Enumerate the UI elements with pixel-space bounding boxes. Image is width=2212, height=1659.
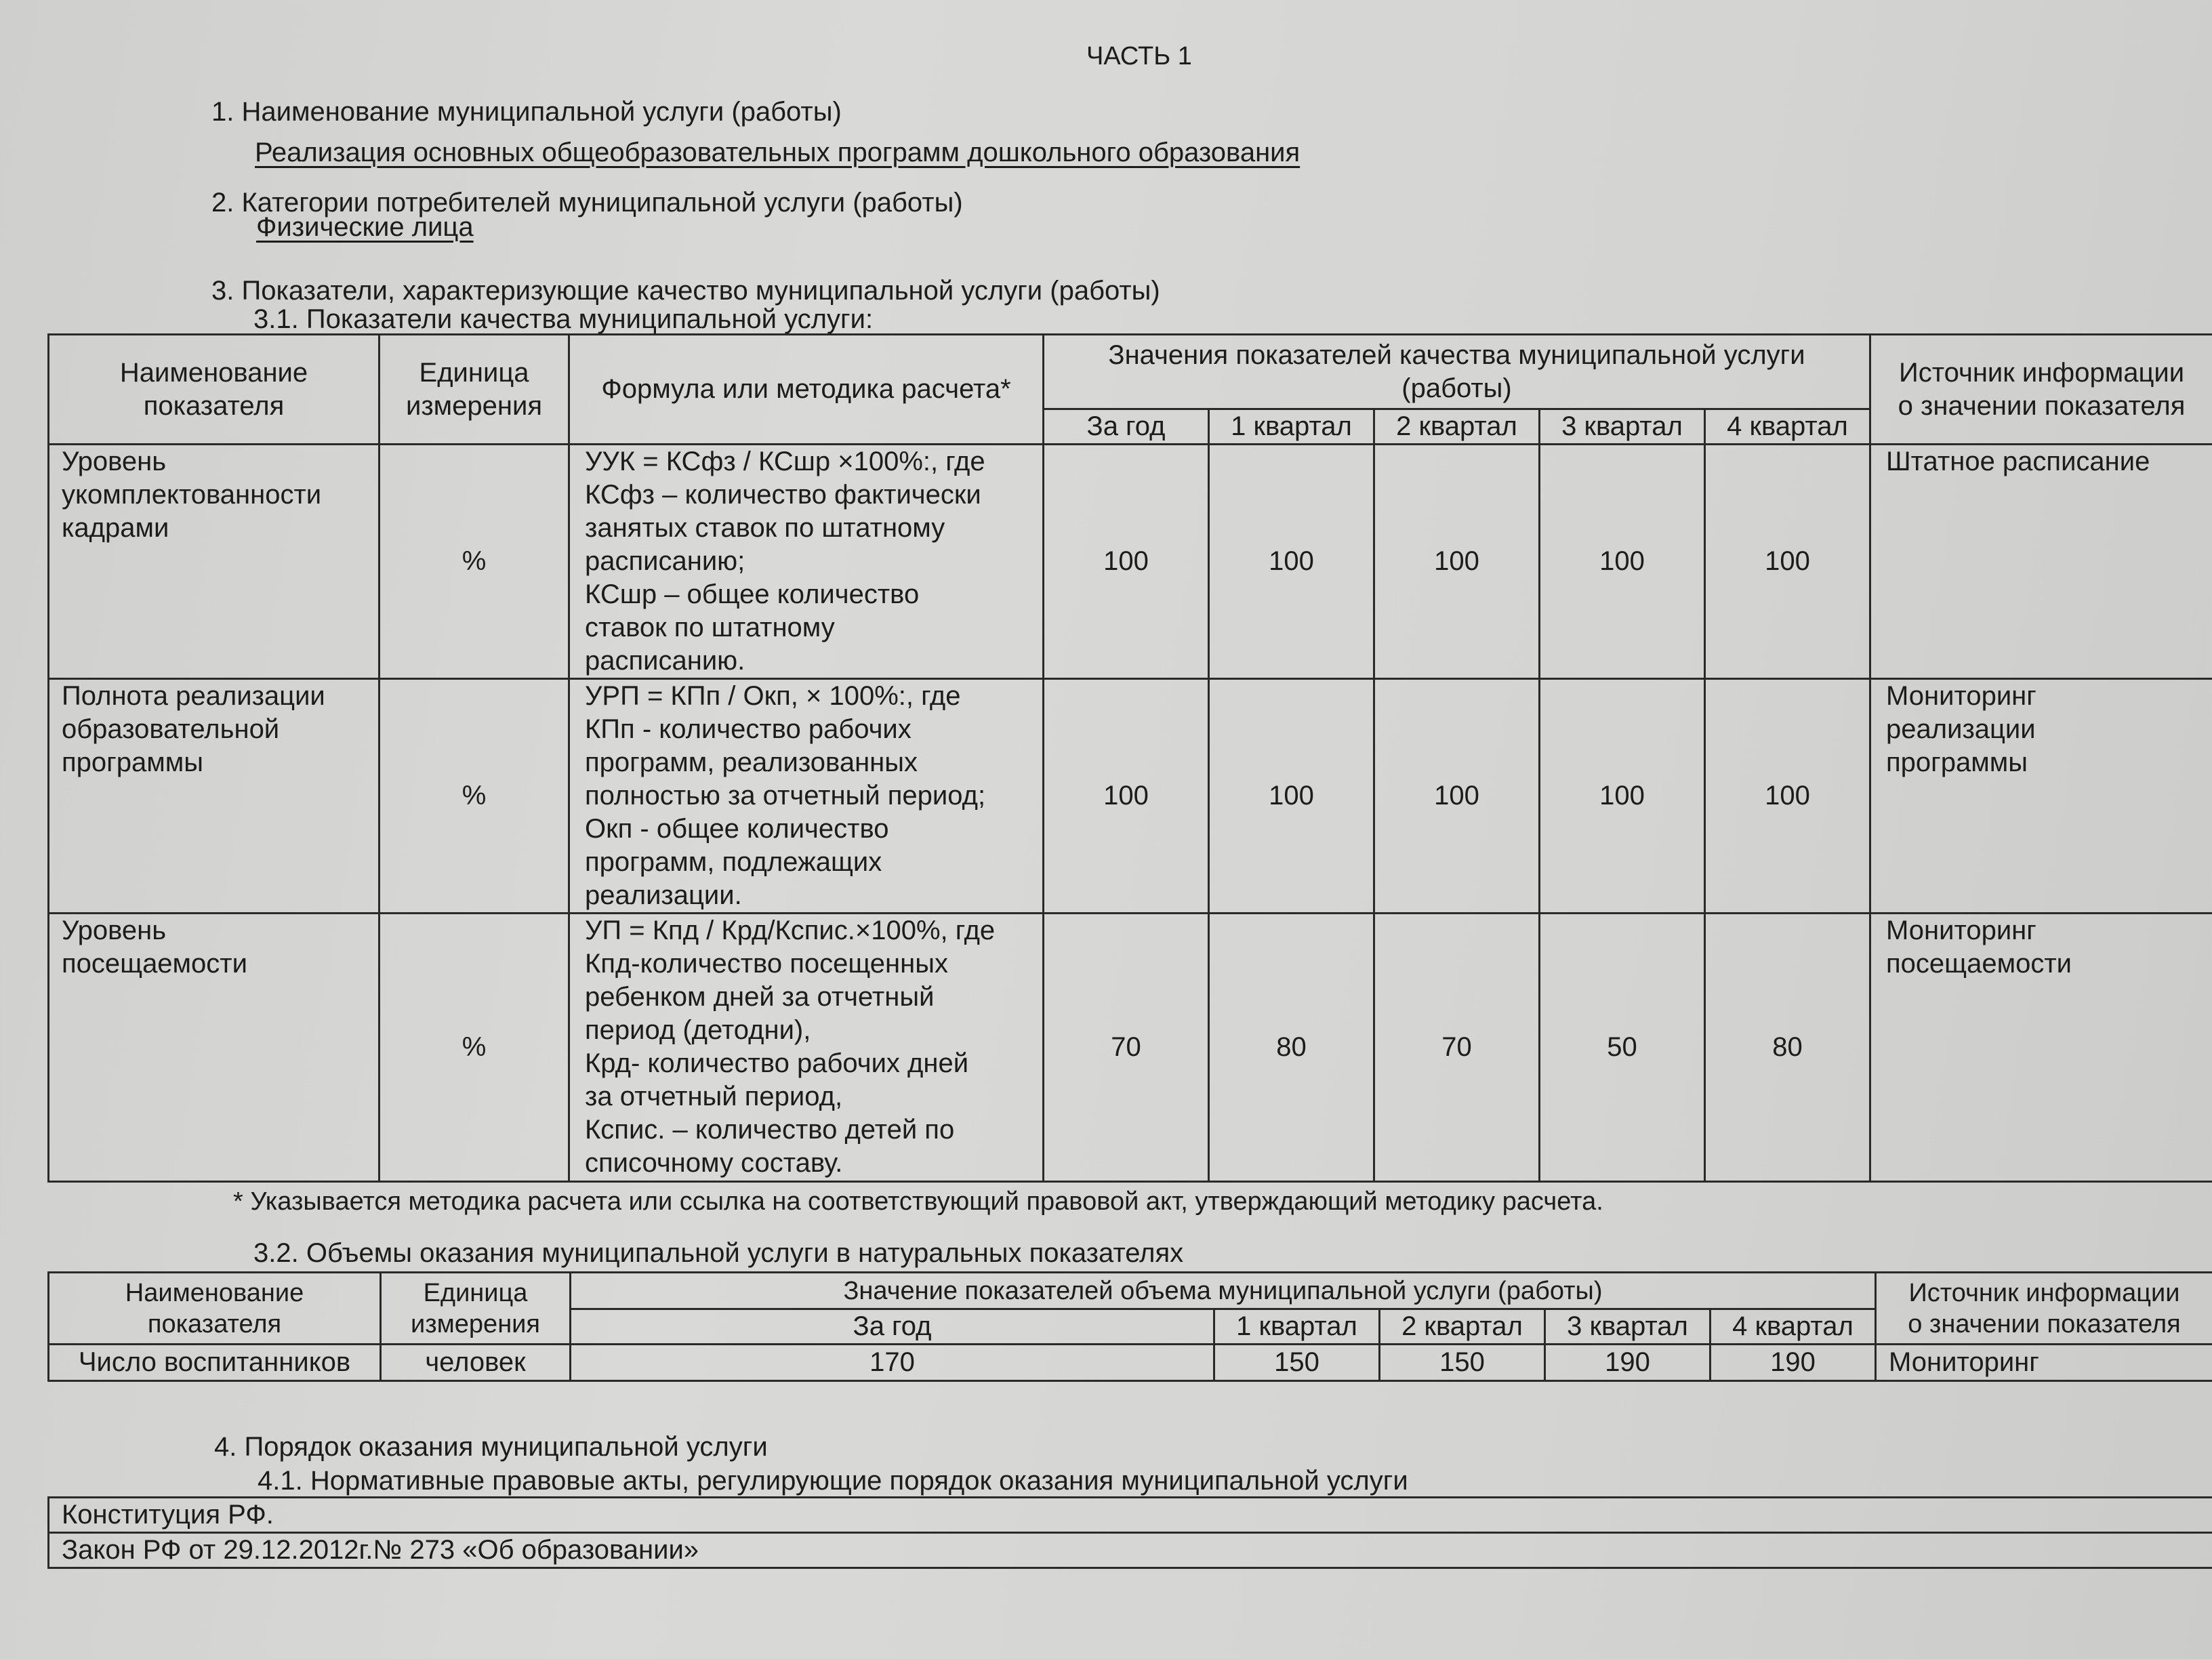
t2-header-period-year: За год [571, 1309, 1214, 1345]
t2-header-period-q3: 3 квартал [1545, 1309, 1711, 1345]
header-values-group: Значения показателей качества муниципальной услуги (работы) [1044, 335, 1870, 409]
t2-header-unit: Единица измерения [381, 1273, 571, 1345]
header-indicator-name: Наименование показателя [49, 335, 380, 445]
row-3-formula: УП = Кпд / Крд/Кспис.×100%, где Кпд-количество посещенных ребенком дней за отчетный период (детодни), Крд- количество рабочих дней за отчетный период, Кспис. – количество детей по списочному составу. [569, 914, 1044, 1182]
row-2-formula: УРП = КПп / Окп, × 100%:, где КПп - количество рабочих программ, реализованных полностью за отчетный период; Окп - общее количество программ, подлежащих реализации. [569, 679, 1044, 914]
part-title: ЧАСТЬ 1 [1086, 42, 1192, 70]
row-3-source: Мониторинг посещаемости [1870, 914, 2212, 1182]
row-1-value-q1: 100 [1209, 445, 1374, 679]
table-row [49, 679, 2212, 914]
row-3-value-q4: 80 [1705, 914, 1870, 1182]
header-source: Источник информации о значении показателя [1870, 335, 2212, 445]
table-row [49, 914, 2212, 1182]
header-unit: Единица измерения [380, 335, 569, 445]
row-2-source: Мониторинг реализации программы [1870, 679, 2212, 914]
service-name: Реализация основных общеобразовательных программ дошкольного образования [255, 138, 1300, 167]
quality-indicators-table [47, 333, 2212, 1183]
header-period-q3: 3 квартал [1540, 409, 1705, 445]
row-1-value-q2: 100 [1374, 445, 1540, 679]
t2-row-value-q4: 190 [1711, 1345, 1876, 1381]
t2-header-period-q4: 4 квартал [1711, 1309, 1876, 1345]
section-3-heading: 3. Показатели, характеризующие качество муниципальной услуги (работы) [211, 276, 1160, 306]
table-row [49, 1533, 2212, 1568]
section-4-heading: 4. Порядок оказания муниципальной услуги [214, 1432, 768, 1462]
row-1-unit: % [380, 445, 569, 679]
row-1-value-q3: 100 [1540, 445, 1705, 679]
table-row [49, 445, 2212, 679]
t2-row-source: Мониторинг [1876, 1345, 2212, 1381]
table-row [49, 1345, 2212, 1381]
section-2-heading: 2. Категории потребителей муниципальной услуги (работы) [211, 188, 963, 218]
row-3-value-q1: 80 [1209, 914, 1374, 1182]
header-period-q4: 4 квартал [1705, 409, 1870, 445]
row-2-value-q2: 100 [1374, 679, 1540, 914]
section-1-heading: 1. Наименование муниципальной услуги (работы) [211, 97, 842, 127]
t2-header-period-q1: 1 квартал [1214, 1309, 1380, 1345]
row-1-source: Штатное расписание [1870, 445, 2212, 679]
row-3-value-q2: 70 [1374, 914, 1540, 1182]
row-3-value-year: 70 [1044, 914, 1209, 1182]
t2-header-indicator-name: Наименование показателя [49, 1273, 381, 1345]
header-period-q2: 2 квартал [1374, 409, 1540, 445]
row-1-name: Уровень укомплектованности кадрами [49, 445, 380, 679]
row-1-formula: УУК = КСфз / КСшр ×100%:, где КСфз – количество фактически занятых ставок по штатному расписанию; КСшр – общее количество ставок по штатному расписанию. [569, 445, 1044, 679]
row-2-value-q3: 100 [1540, 679, 1705, 914]
t2-row-name: Число воспитанников [49, 1345, 381, 1381]
row-1-value-year: 100 [1044, 445, 1209, 679]
section-4-1-heading: 4.1. Нормативные правовые акты, регулирующие порядок оказания муниципальной услуги [258, 1466, 1408, 1496]
table-row [49, 1498, 2212, 1533]
row-2-value-year: 100 [1044, 679, 1209, 914]
row-2-unit: % [380, 679, 569, 914]
volume-indicators-table [47, 1271, 2212, 1382]
footnote: * Указывается методика расчета или ссылка на соответствующий правовой акт, утверждающий методику расчета. [233, 1187, 1603, 1216]
t2-row-value-q2: 150 [1380, 1345, 1545, 1381]
t2-header-source: Источник информации о значении показателя [1876, 1273, 2212, 1345]
t2-header-period-q2: 2 квартал [1380, 1309, 1545, 1345]
t2-row-value-year: 170 [571, 1345, 1214, 1381]
t2-row-value-q1: 150 [1214, 1345, 1380, 1381]
row-3-value-q3: 50 [1540, 914, 1705, 1182]
row-3-unit: % [380, 914, 569, 1182]
row-2-name: Полнота реализации образовательной программы [49, 679, 380, 914]
row-2-value-q1: 100 [1209, 679, 1374, 914]
header-period-year: За год [1044, 409, 1209, 445]
header-formula: Формула или методика расчета* [569, 335, 1044, 445]
row-1-value-q4: 100 [1705, 445, 1870, 679]
consumer-category: Физические лица [256, 212, 474, 242]
legal-acts-table [47, 1496, 2212, 1569]
t2-header-values-group: Значение показателей объема муниципальной услуги (работы) [571, 1273, 1876, 1309]
legal-act-1: Конституция РФ. [49, 1498, 2212, 1533]
t2-row-value-q3: 190 [1545, 1345, 1711, 1381]
header-period-q1: 1 квартал [1209, 409, 1374, 445]
legal-act-2: Закон РФ от 29.12.2012г.№ 273 «Об образовании» [49, 1533, 2212, 1568]
row-3-name: Уровень посещаемости [49, 914, 380, 1182]
section-3-1-heading: 3.1. Показатели качества муниципальной услуги: [253, 304, 874, 334]
row-2-value-q4: 100 [1705, 679, 1870, 914]
section-3-2-heading: 3.2. Объемы оказания муниципальной услуги в натуральных показателях [253, 1238, 1184, 1268]
t2-row-unit: человек [381, 1345, 571, 1381]
